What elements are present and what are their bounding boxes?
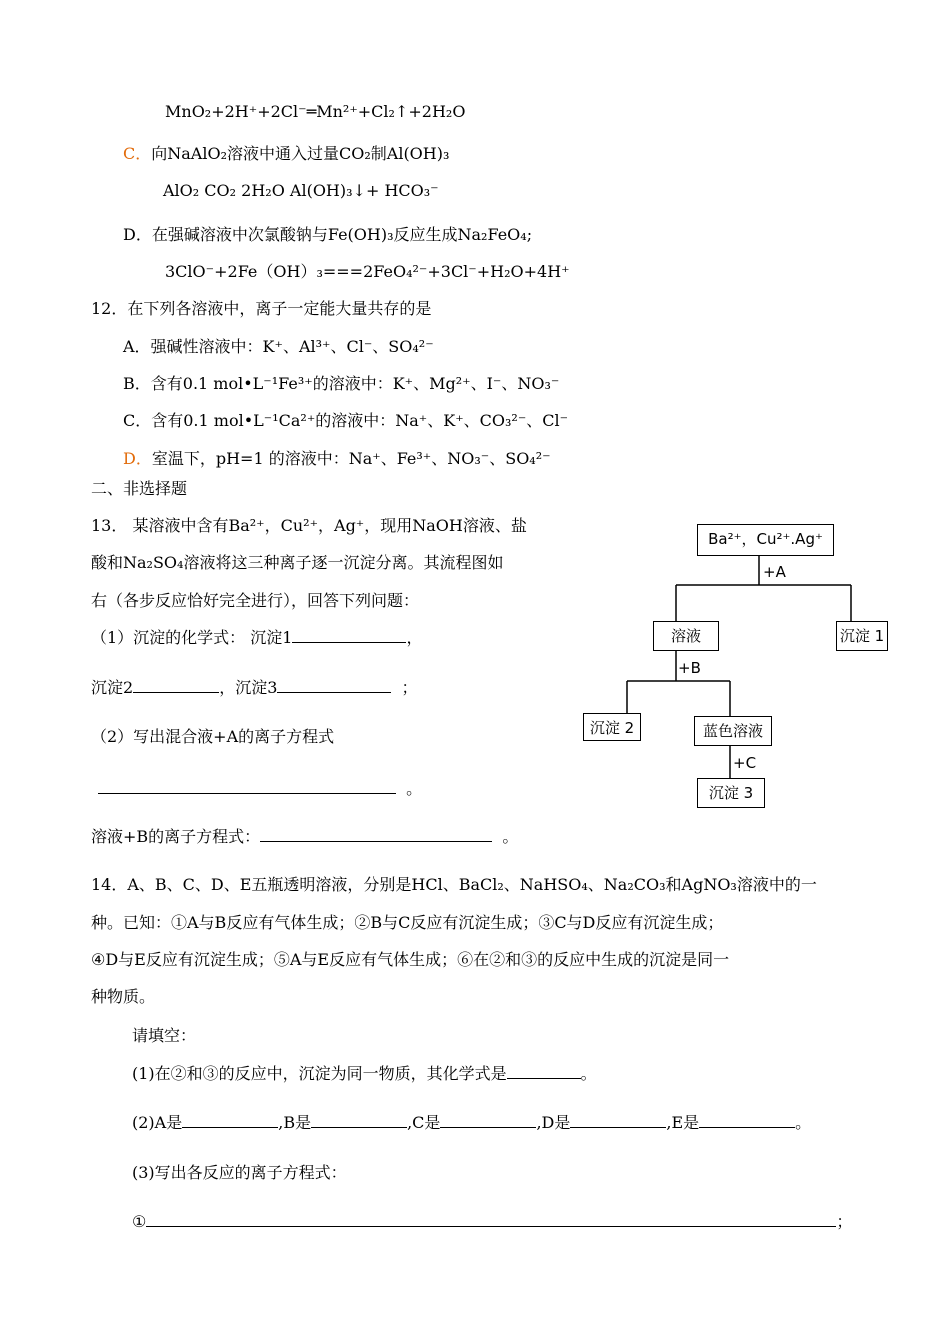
q14-p2-a: (2)A是 <box>132 1113 183 1132</box>
q13-p1-comma: ， <box>406 628 423 647</box>
answer-blank-a[interactable] <box>182 1113 278 1128</box>
q12-stem: 12．在下列各溶液中，离子一定能大量共存的是 <box>91 299 432 318</box>
q13-p1b-end: ； <box>401 678 418 697</box>
q13-part2-answer <box>98 778 422 800</box>
q14-p2-period: 。 <box>795 1113 812 1132</box>
option-d-letter: D． <box>123 225 152 244</box>
answer-blank-ppt-formula[interactable] <box>507 1064 581 1079</box>
q14-fill-prompt: 请填空： <box>132 1026 197 1045</box>
q14-line3: ④D与E反应有沉淀生成；⑤A与E反应有气体生成；⑥在②和③的反应中生成的沉淀是同一 <box>91 950 730 969</box>
option-c-letter: C． <box>123 144 152 163</box>
q14-p2-b: ,B是 <box>278 1113 312 1132</box>
q13-part1b <box>91 677 418 699</box>
q14-p2-d: ,D是 <box>536 1113 571 1132</box>
eq-b: MnO₂+2H⁺+2Cl⁻═Mn²⁺+Cl₂↑+2H₂O <box>165 102 466 121</box>
answer-blank-ppt2[interactable] <box>133 678 219 693</box>
q14-p2-c: ,C是 <box>407 1113 441 1132</box>
section-title: 二、非选择题 <box>91 479 188 498</box>
q12-option-b: B．含有0.1 mol•L⁻¹Fe³⁺的溶液中：K⁺、Mg²⁺、I⁻、NO₃⁻ <box>123 374 560 393</box>
q14-line1: 14．A、B、C、D、E五瓶透明溶液，分别是HCl、BaCl₂、NaHSO₄、Na₂CO₃和AgNO₃溶液中的一 <box>91 875 817 894</box>
q12-d-letter: D． <box>123 449 152 468</box>
answer-blank-eq-b[interactable] <box>260 827 492 842</box>
answer-blank-b[interactable] <box>311 1113 407 1128</box>
answer-blank-d[interactable] <box>570 1113 666 1128</box>
q14-part3: (3)写出各反应的离子方程式： <box>132 1163 347 1182</box>
q13-line1: 13． 某溶液中含有Ba²⁺，Cu²⁺，Ag⁺，现用NaOH溶液、盐 <box>91 516 527 535</box>
answer-blank-eq-a[interactable] <box>98 779 396 794</box>
q14-p3-num: ① <box>132 1212 147 1231</box>
q14-p3-semicolon: ； <box>836 1212 853 1231</box>
q14-part2 <box>132 1112 811 1134</box>
flow-label-plus-a: +A <box>763 563 786 581</box>
flow-label-plus-c: +C <box>733 754 757 772</box>
flow-box-ppt2: 沉淀 2 <box>583 713 641 741</box>
q13-part2: （2）写出混合液+A的离子方程式 <box>91 727 335 746</box>
q11-option-c <box>123 143 449 165</box>
flow-box-solution: 溶液 <box>653 621 719 651</box>
flow-box-ppt3: 沉淀 3 <box>697 778 765 808</box>
q13-line2: 酸和Na₂SO₄溶液将这三种离子逐一沉淀分离。其流程图如 <box>91 553 504 572</box>
q13-p1b-label2: 沉淀2 <box>91 678 134 697</box>
q12-d-text: 室温下，pH=1 的溶液中：Na⁺、Fe³⁺、NO₃⁻、SO₄²⁻ <box>151 449 551 468</box>
q14-line4: 种物质。 <box>91 987 156 1006</box>
flow-box-blue-solution: 蓝色溶液 <box>694 716 772 746</box>
eq-d: 3ClO⁻+2Fe（OH）₃===2FeO₄²⁻+3Cl⁻+H₂O+4H⁺ <box>165 262 570 281</box>
q13-part3 <box>91 826 518 848</box>
answer-blank-c[interactable] <box>440 1113 536 1128</box>
q13-p3-label: 溶液+B的离子方程式： <box>91 827 261 846</box>
q14-p2-e: ,E是 <box>666 1113 700 1132</box>
q13-p1-label: （1）沉淀的化学式： 沉淀1 <box>91 628 293 647</box>
q14-part1 <box>132 1063 597 1085</box>
flow-box-ions: Ba²⁺，Cu²⁺.Ag⁺ <box>697 524 834 556</box>
q12-option-d <box>123 448 551 470</box>
q11-option-d <box>123 224 532 246</box>
option-d-text: 在强碱溶液中次氯酸钠与Fe(OH)₃反应生成Na₂FeO₄; <box>151 225 533 244</box>
q14-part3-1 <box>132 1211 852 1233</box>
answer-blank-eq-1[interactable] <box>146 1212 836 1227</box>
q14-p1-label: (1)在②和③的反应中，沉淀为同一物质，其化学式是 <box>132 1064 507 1083</box>
q14-line2: 种。已知：①A与B反应有气体生成；②B与C反应有沉淀生成；③C与D反应有沉淀生成； <box>91 913 724 932</box>
option-c-text: 向NaAlO₂溶液中通入过量CO₂制Al(OH)₃ <box>151 144 450 163</box>
eq-c: AlO₂ CO₂ 2H₂O Al(OH)₃↓+ HCO₃⁻ <box>163 181 439 200</box>
q13-line3: 右（各步反应恰好完全进行），回答下列问题： <box>91 591 420 610</box>
q12-option-c: C．含有0.1 mol•L⁻¹Ca²⁺的溶液中：Na⁺、K⁺、CO₃²⁻、Cl⁻ <box>123 411 569 430</box>
q13-part1 <box>91 627 422 649</box>
q13-p1b-label3: ，沉淀3 <box>219 678 278 697</box>
q13-period2: 。 <box>502 827 519 846</box>
flow-box-ppt1: 沉淀 1 <box>836 621 888 651</box>
q13-period1: 。 <box>406 779 423 798</box>
answer-blank-e[interactable] <box>699 1113 795 1128</box>
answer-blank-ppt1[interactable] <box>292 628 406 643</box>
q12-option-a: A．强碱性溶液中：K⁺、Al³⁺、Cl⁻、SO₄²⁻ <box>123 337 434 356</box>
flow-label-plus-b: +B <box>678 659 701 677</box>
q14-p1-period: 。 <box>580 1064 597 1083</box>
answer-blank-ppt3[interactable] <box>277 678 391 693</box>
